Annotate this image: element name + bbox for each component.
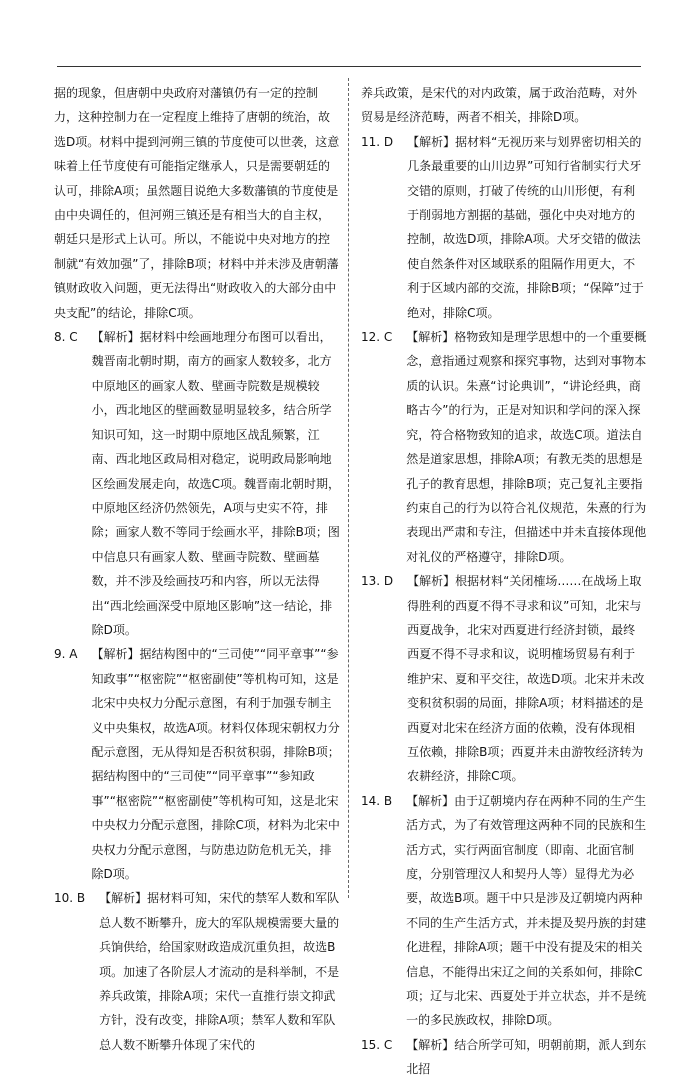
question-number: 8. C — [54, 330, 78, 345]
header-rule — [57, 66, 641, 67]
column-divider — [348, 78, 349, 898]
continuation-paragraph: 据的现象，但唐朝中央政府对藩镇仍有一定的控制力，这种控制力在一定程度上维持了唐朝的统治，故选D项。材料中提到河朔三镇的节度使可以世袭，这意味着上任节度使有可能指定继承人，只是需要朝廷的认可，排除A项；虽然题目说绝大多数藩镇的节度使是由中央调任的，但河朔三镇还是有相当大的自主权，朝廷只是形式上认可。所以，不能说中央对地方的控制就“有效加强”了，排除B项；材料中并未涉及唐朝藩镇财政收入问题，更无法得出“财政收入的大部分由中央支配”的结论，排除C项。 — [54, 86, 340, 320]
answer-explanation: 【解析】据材料“无视历来与划界密切相关的几条最重要的山川边界”可知行省制实行犬牙交错的原则，打破了传统的山川形便，有利于削弱地方割据的基础，强化中央对地方的控制，故选D项，排除A项。犬牙交错的做法使自然条件对区域联系的阻隔作用更大，不利于区域内部的交流，排除B项；“保障”过于绝对，排除C项。 — [407, 134, 644, 320]
continuation-paragraph: 养兵政策，是宋代的对内政策，属于政治范畴，对外贸易是经济范畴，两者不相关，排除D项。 — [361, 86, 638, 125]
answer-explanation: 【解析】格物致知是理学思想中的一个重要概念，意指通过观察和探究事物，达到对事物本质的认识。朱熹“讨论典训”，“讲论经典，商略古今”的行为，正是对知识和学问的深入探究，符合格物致知的追求，故选C项。道法自然是道家思想，排除A项；有教无类的思想是孔子的教育思想，排除B项；克己复礼主要指约束自己的行为以符合礼仪规范，朱熹的行为表现出严肃和专注，但描述中并未直接体现他对礼仪的严格遵守，排除D项。 — [406, 330, 647, 564]
answer-item-14 — [361, 789, 647, 1033]
question-number: 9. A — [54, 647, 78, 662]
answer-explanation: 【解析】由于辽朝境内存在两种不同的生产生活方式，为了有效管理这两种不同的民族和生活方式，实行两面官制度（即南、北面官制度，分别管理汉人和契丹人等）显得尤为必要，故选B项。题干中只是涉及辽朝境内两种不同的生产生活方式，并未提及契丹族的封建化进程，排除A项；题干中没有提及宋的相关信息，不能得出宋辽之间的关系如何，排除C项；辽与北宋、西夏处于并立状态，并不是统一的多民族政权，排除D项。 — [406, 793, 647, 1028]
answer-explanation: 【解析】据材料中绘画地理分布图可以看出，魏晋南北朝时期，南方的画家人数较多，北方中原地区的画家人数、壁画寺院数是规模较小，西北地区的壁画数显明显较多，结合所学知识可知，这一时期中原地区战乱频繁，江南、西北地区政局相对稳定，说明政局影响地区绘画发展走向，故选C项。魏晋南北朝时期，中原地区经济仍然领先，A项与史实不符，排除；画家人数不等同于绘画水平，排除B项；图中信息只有画家人数、壁画寺院数、壁画墓数，并不涉及绘画技巧和内容，所以无法得出“西北绘画深受中原地区影响”这一结论，排除D项。 — [91, 330, 341, 637]
answer-explanation: 【解析】据结构图中的“三司使”“同平章事”“参知政事”“枢密院”“枢密副使”等机构可知，这是北宋中央权力分配示意图，有利于加强专制主义中央集权，故选A项。材料仅体现宋朝权力分配示意图，无从得知是否积贫积弱，排除B项；据结构图中的“三司使”“同平章事”“参知政事”“枢密院”“枢密副使”等机构可知，这是北宋中央权力分配示意图，排除C项，材料为北宋中央权力分配示意图，与防患边防危机无关，排除D项。 — [91, 647, 340, 881]
answer-item-12 — [361, 325, 647, 569]
answer-explanation: 【解析】根据材料“关闭榷场……在战场上取得胜利的西夏不得不寻求和议”可知，北宋与西夏战争，北宋对西夏进行经济封锁，最终西夏不得不寻求和议，说明榷场贸易有利于维护宋、夏和平交往，故选D项。北宋并未改变积贫积弱的局面，排除A项；材料描述的是西夏对北宋在经济方面的依赖，没有体现相互依赖，排除B项；西夏并未由游牧经济转为农耕经济，排除C项。 — [407, 574, 645, 784]
right-column — [361, 81, 647, 1082]
answer-item-9 — [54, 642, 341, 886]
question-number: 12. C — [361, 330, 393, 345]
question-number: 15. C — [361, 1037, 393, 1052]
answer-item-15 — [361, 1033, 647, 1082]
question-number: 11. D — [361, 134, 394, 149]
answer-explanation: 【解析】据材料可知，宋代的禁军人数和军队总人数不断攀升，庞大的军队规模需要大量的兵饷供给，给国家财政造成沉重负担，故选B项。加速了各阶层人才流动的是科举制，不是养兵政策，排除A项；宋代一直推行崇文抑武方针，没有改变，排除A项；禁军人数和军队总人数不断攀升体现了宋代的 — [99, 891, 340, 1052]
answer-item-13 — [361, 569, 647, 789]
answer-explanation: 【解析】结合所学可知，明朝前期，派人到东北招 — [406, 1037, 647, 1077]
answer-item-10 — [54, 886, 341, 1057]
question-number: 13. D — [361, 574, 394, 589]
question-number: 10. B — [54, 891, 86, 906]
answer-item-11 — [361, 130, 647, 325]
question-number: 14. B — [361, 793, 393, 808]
answer-item-8 — [54, 325, 341, 642]
left-column — [54, 81, 341, 1057]
